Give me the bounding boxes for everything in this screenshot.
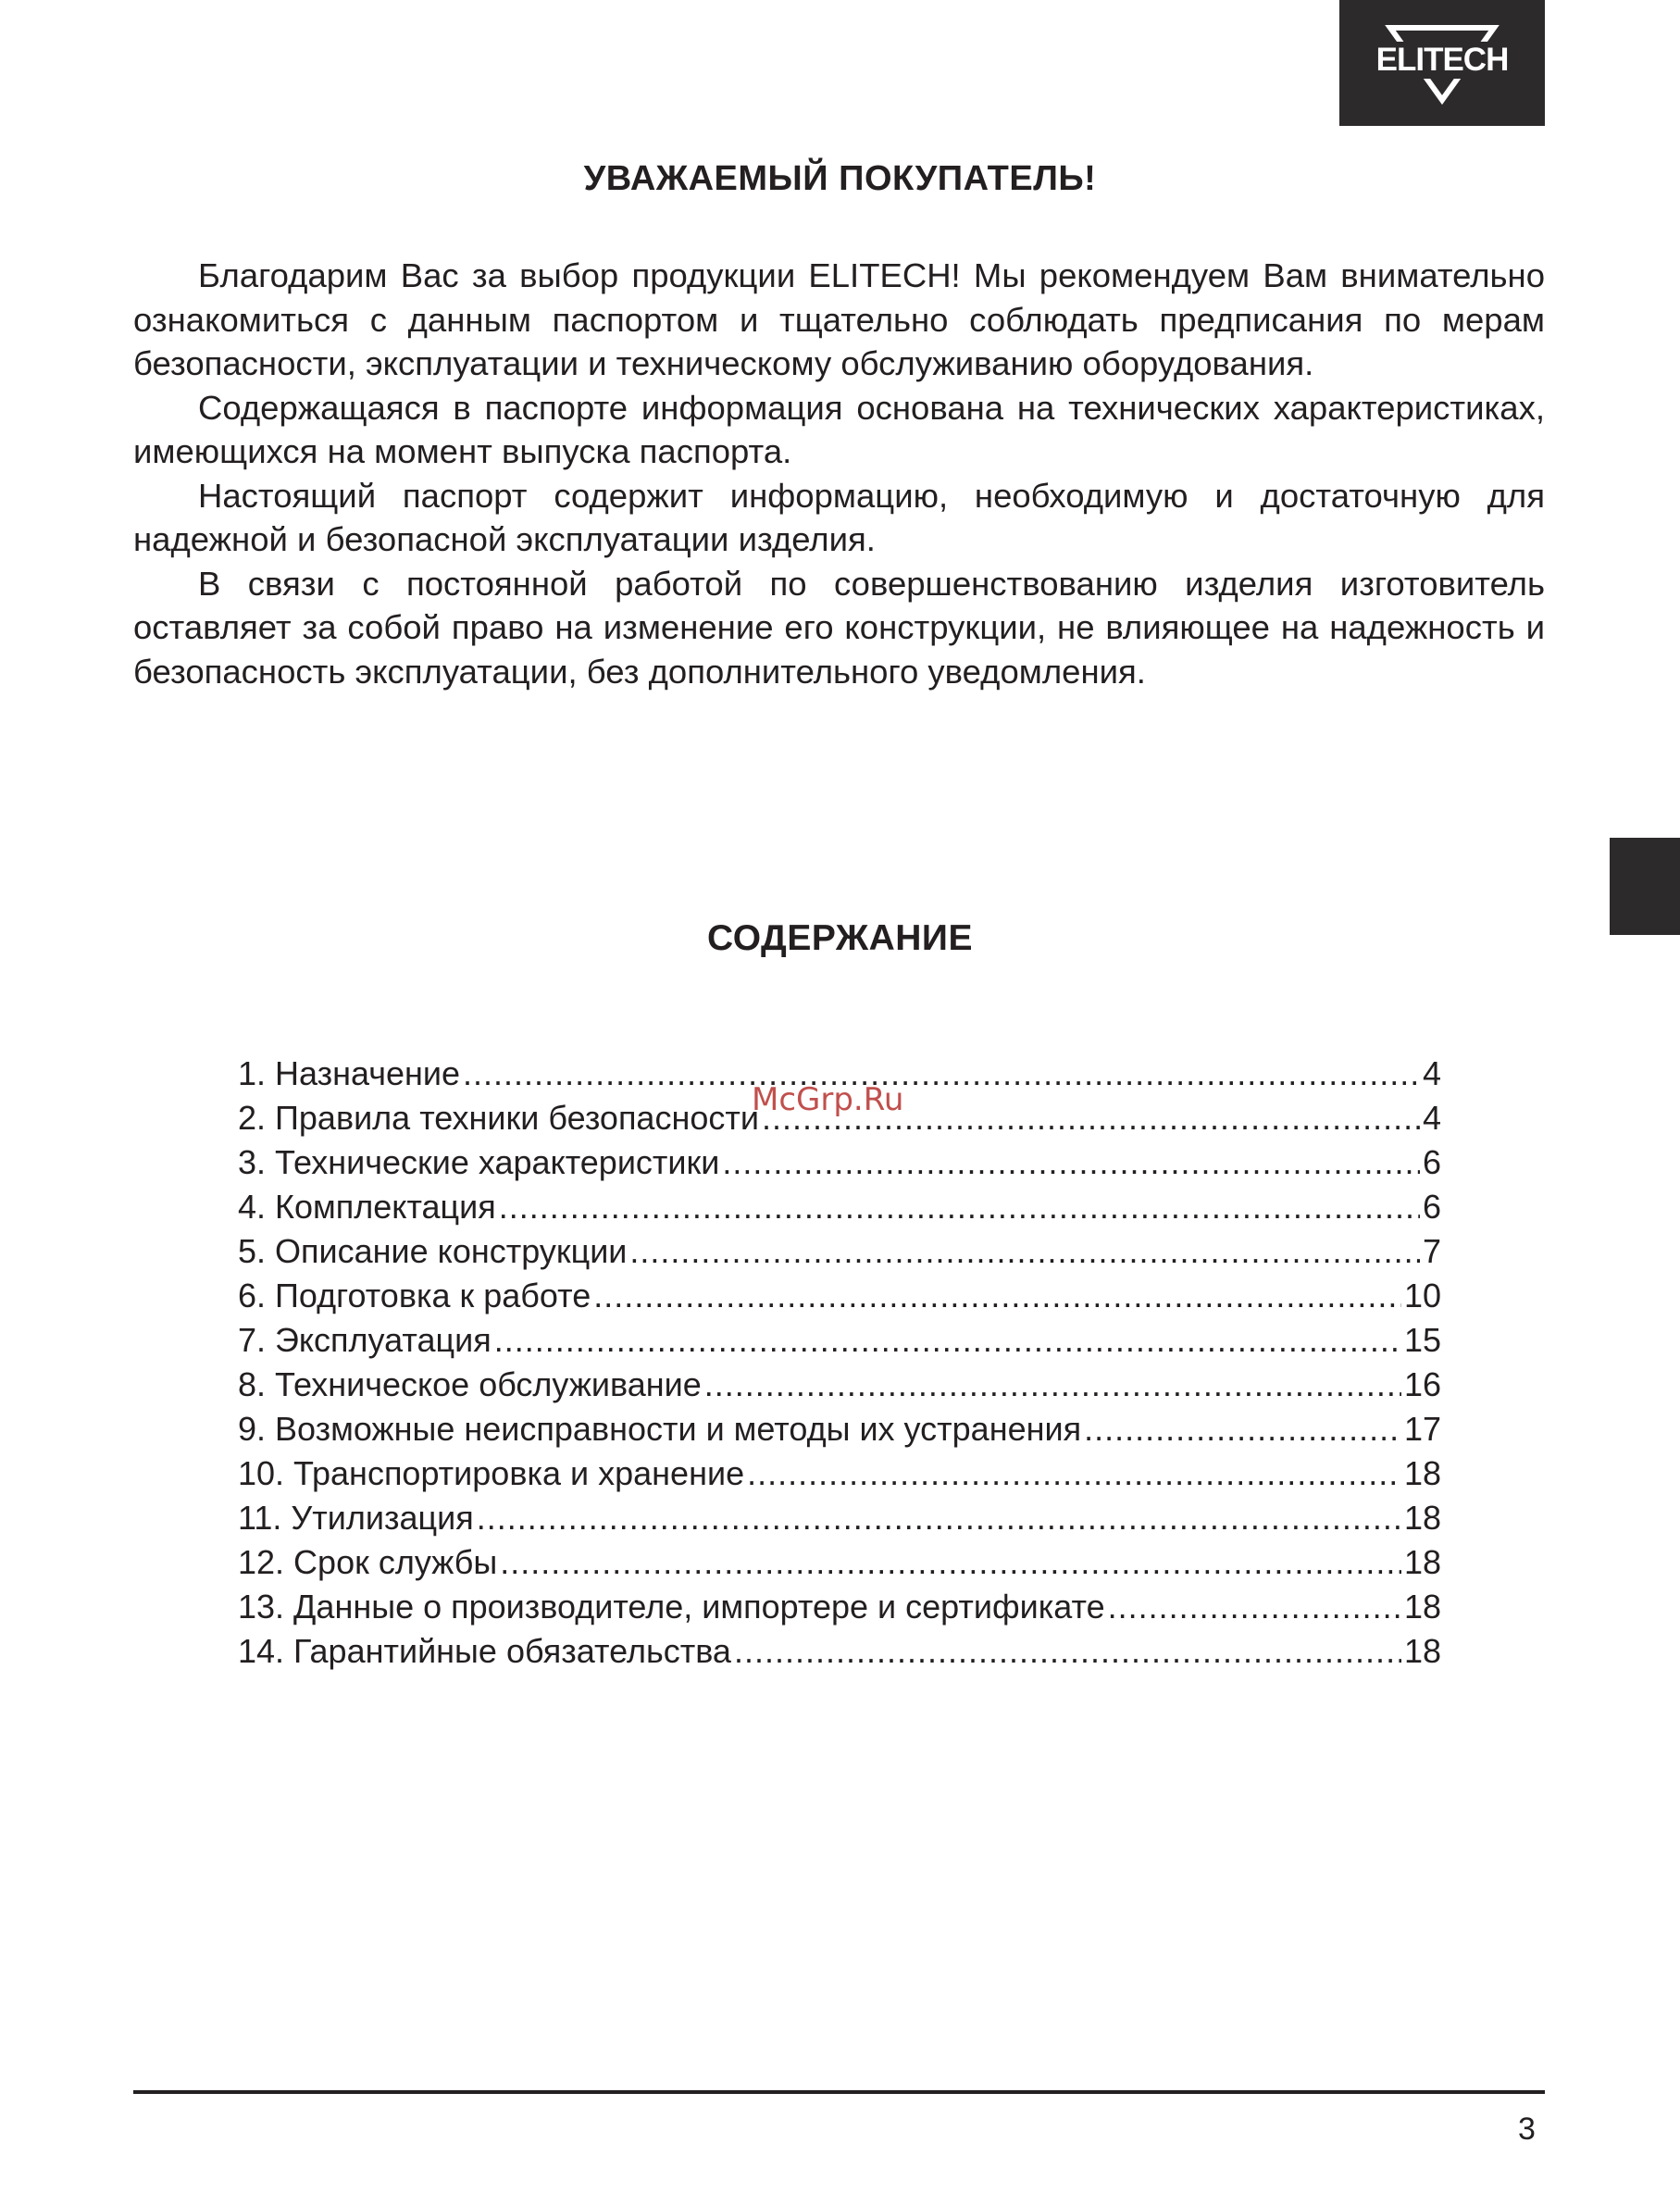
toc-item[interactable] [238, 1185, 1441, 1229]
toc-item[interactable] [238, 1496, 1441, 1540]
toc-item-label: 6. Подготовка к работе [238, 1277, 591, 1314]
toc-item-page: 4 [1422, 1054, 1441, 1092]
toc-title: СОДЕРЖАНИЕ [707, 918, 973, 958]
toc-leader-dots [629, 1229, 1420, 1274]
greeting-title: УВАЖАЕМЫЙ ПОКУПАТЕЛЬ! [583, 159, 1097, 198]
toc-item-label: 12. Срок службы [238, 1543, 498, 1581]
toc-leader-dots [1108, 1585, 1401, 1629]
toc-item[interactable] [238, 1629, 1441, 1674]
toc-item-page: 10 [1403, 1277, 1441, 1314]
toc-item[interactable] [238, 1318, 1441, 1363]
toc-item-page: 7 [1422, 1232, 1441, 1270]
toc-leader-dots [477, 1496, 1401, 1540]
toc-item-label: 13. Данные о производителе, импортере и сертификате [238, 1588, 1105, 1626]
intro-text [133, 254, 1545, 693]
toc-item-label: 4. Комплектация [238, 1188, 496, 1226]
toc-leader-dots [722, 1140, 1420, 1185]
toc-item-page: 17 [1403, 1410, 1441, 1448]
toc-item-label: 14. Гарантийные обязательства [238, 1632, 731, 1670]
logo-text: ELITECH [1375, 42, 1509, 78]
toc-item-page: 18 [1403, 1499, 1441, 1537]
toc-item-label: 10. Транспортировка и хранение [238, 1454, 745, 1492]
toc-item-page: 6 [1422, 1188, 1441, 1226]
toc-item-label: 5. Описание конструкции [238, 1232, 628, 1270]
toc-item-label: 8. Техническое обслуживание [238, 1365, 702, 1403]
watermark: McGrp.Ru [752, 1081, 904, 1118]
toc-leader-dots [734, 1629, 1401, 1674]
toc-leader-dots [704, 1363, 1401, 1407]
toc-leader-dots [494, 1318, 1401, 1363]
toc-leader-dots [463, 1052, 1420, 1096]
toc-leader-dots [593, 1274, 1401, 1318]
brand-logo [1339, 0, 1545, 126]
toc-item-label: 11. Утилизация [238, 1499, 474, 1537]
toc-item-label: 3. Технические характеристики [238, 1143, 720, 1181]
table-of-contents [238, 1052, 1441, 1674]
toc-item[interactable] [238, 1540, 1441, 1585]
toc-leader-dots [500, 1540, 1401, 1585]
toc-item-page: 4 [1422, 1099, 1441, 1137]
toc-item-label: 7. Эксплуатация [238, 1321, 492, 1359]
toc-item[interactable] [238, 1363, 1441, 1407]
toc-item-page: 18 [1403, 1543, 1441, 1581]
intro-paragraph: Благодарим Вас за выбор продукции ELITECH! Мы рекомендуем Вам внимательно ознакомиться с данным паспортом и тщательно соблюдать предписания по мерам безопасности, эксплуатации и техническому обслуживанию оборудования. [133, 256, 1545, 382]
toc-item-label: 1. Назначение [238, 1054, 461, 1092]
toc-item-page: 18 [1403, 1454, 1441, 1492]
intro-paragraph: В связи с постоянной работой по совершенствованию изделия изготовитель оставляет за собой право на изменение его конструкции, не влияющее на надежность и безопасность эксплуатации, без дополнительного уведомления. [133, 564, 1545, 691]
toc-item[interactable] [238, 1140, 1441, 1185]
toc-item[interactable] [238, 1585, 1441, 1629]
toc-item-page: 18 [1403, 1632, 1441, 1670]
toc-item-page: 6 [1422, 1143, 1441, 1181]
toc-item-label: 9. Возможные неисправности и методы их устранения [238, 1410, 1082, 1448]
toc-item[interactable] [238, 1229, 1441, 1274]
toc-leader-dots [499, 1185, 1420, 1229]
toc-item-label: 2. Правила техники безопасности [238, 1099, 759, 1137]
toc-item-page: 16 [1403, 1365, 1441, 1403]
toc-leader-dots [747, 1451, 1401, 1496]
toc-item[interactable] [238, 1451, 1441, 1496]
footer-divider [133, 2090, 1545, 2094]
toc-item-page: 18 [1403, 1588, 1441, 1626]
page-number: 3 [1518, 2112, 1536, 2147]
intro-paragraph: Настоящий паспорт содержит информацию, необходимую и достаточную для надежной и безопасной эксплуатации изделия. [133, 476, 1545, 558]
intro-paragraph: Содержащаяся в паспорте информация основана на технических характеристиках, имеющихся на момент выпуска паспорта. [133, 388, 1545, 470]
toc-leader-dots [1084, 1407, 1401, 1451]
toc-item[interactable] [238, 1407, 1441, 1451]
toc-item[interactable] [238, 1274, 1441, 1318]
toc-item-page: 15 [1403, 1321, 1441, 1359]
